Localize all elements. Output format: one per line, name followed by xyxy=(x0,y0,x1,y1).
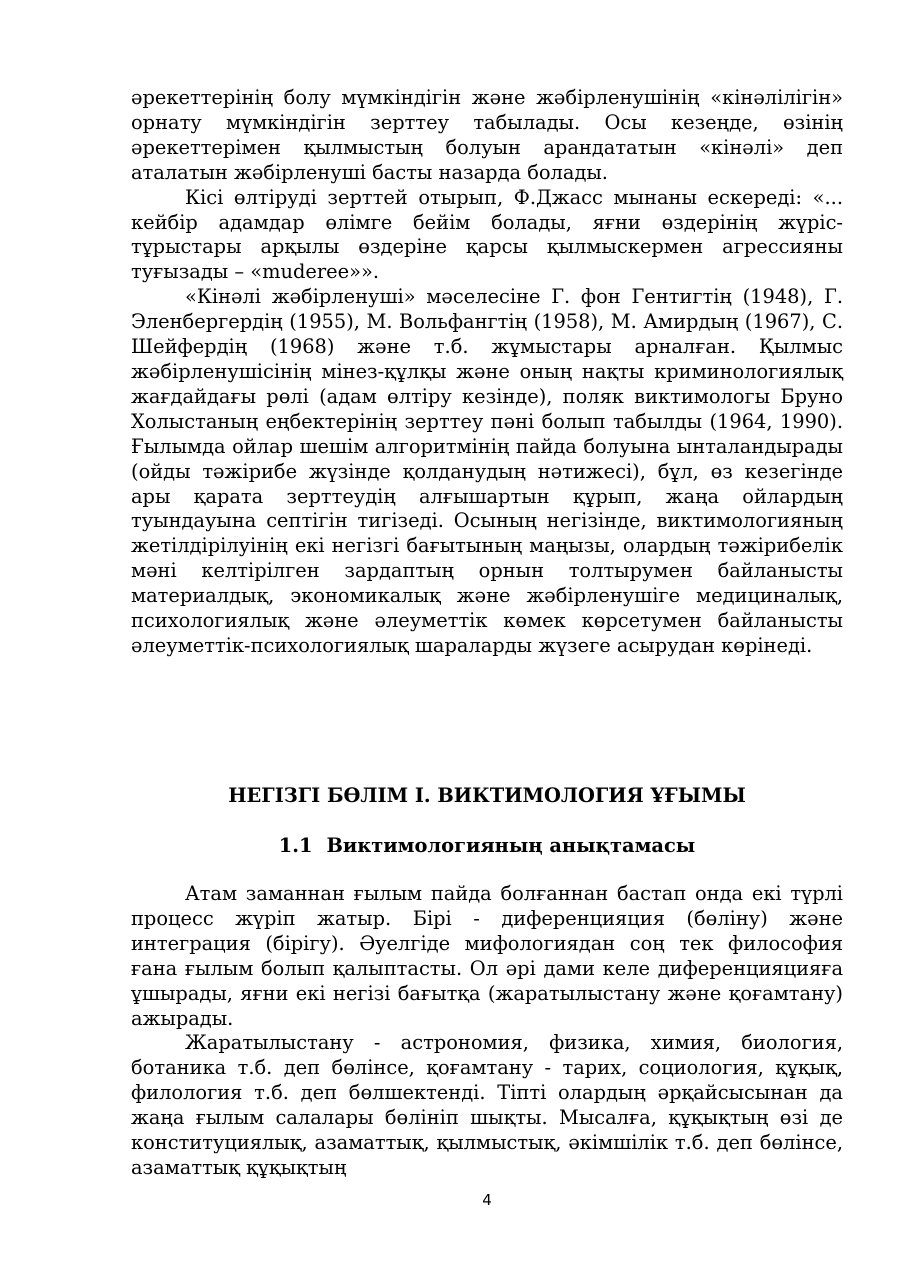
paragraph: Кісі өлтіруді зерттей отырып, Ф.Джасс мынаны ескереді: «... кейбір адамдар өлімге бейім болады, яғни өздерінің жүріс-тұрыстары арқылы өздеріне қарсы қылмыскермен агрессияны туғызады – «muderee»». xyxy=(131,185,843,284)
body-text-bottom xyxy=(131,882,843,1181)
section-title: Виктимологияның анықтамасы xyxy=(326,834,696,857)
section-number: 1.1 xyxy=(278,834,313,857)
page-number: 4 xyxy=(482,1191,492,1209)
paragraph: «Кінәлі жәбірленуші» мәселесіне Г. фон Гентигтің (1948), Г. Эленбергердің (1955), М. Вольфангтің (1958), М. Амирдың (1967), С. Шейфердің (1968) және т.б. жұмыстары арналған. Қылмыс жәбірленушісінің мінез-құлқы және оның нақты криминологиялық жағдайдағы рөлі (адам өлтіру кезінде), поляк виктимологы Бруно Холыстаның еңбектерінің зерттеу пәні болып табылды (1964, 1990). Ғылымда ойлар шешім алгоритмінің пайда болуына ынталандырады (ойды тәжірибе жүзінде қолданудың нәтижесі), бұл, өз кезегінде ары қарата зерттеудің алғышартын құрып, жаңа ойлардың туындауына септігін тигізеді. Осының негізінде, виктимологияның жетілдірілуінің екі негізгі бағытының маңызы, олардың тәжірибелік мәні келтірілген зардаптың орнын толтырумен байланысты материалдық, экономикалық және жәбірленушіге медициналық, психологиялық және әлеуметтік көмек көрсетумен байланысты әлеуметтік-психологиялық шараларды жүзеге асырудан көрінеді. xyxy=(131,285,843,657)
paragraph: Атам заманнан ғылым пайда болғаннан бастап онда екі түрлі процесс жүріп жатыр. Бірі - диференцияция (бөліну) және интеграция (бірігу). Әуелгіде мифологиядан соң тек философия ғана ғылым болып қалыптасты. Ол әрі дами келе диференцияцияға ұшырады, яғни екі негізі бағытқа (жаратылыстану және қоғамтану) ажырады. xyxy=(131,882,843,1030)
chapter-heading: НЕГІЗГІ БӨЛІМ І. ВИКТИМОЛОГИЯ ҰҒЫМЫ xyxy=(228,784,746,807)
paragraph: әрекеттерінің болу мүмкіндігін және жәбірленушінің «кінәлілігін» орнату мүмкіндігін зерттеу табылады. Осы кезеңде, өзінің әрекеттерімен қылмыстың болуын арандататын «кінәлі» деп аталатын жәбірленуші басты назарда болады. xyxy=(131,86,843,184)
body-text-top xyxy=(131,86,843,659)
paragraph: Жаратылыстану - астрономия, физика, химия, биология, ботаника т.б. деп бөлінсе, қоғамтану - тарих, социология, құқық, филология т.б. деп бөлшектенді. Тіпті олардың әрқайсысынан да жаңа ғылым салалары бөлініп шықты. Мысалға, құқықтың өзі де конституциялық, азаматтық, қылмыстық, әкімшілік т.б. деп бөлінсе, азаматтық құқықтың xyxy=(131,1031,843,1179)
section-heading xyxy=(131,833,843,858)
